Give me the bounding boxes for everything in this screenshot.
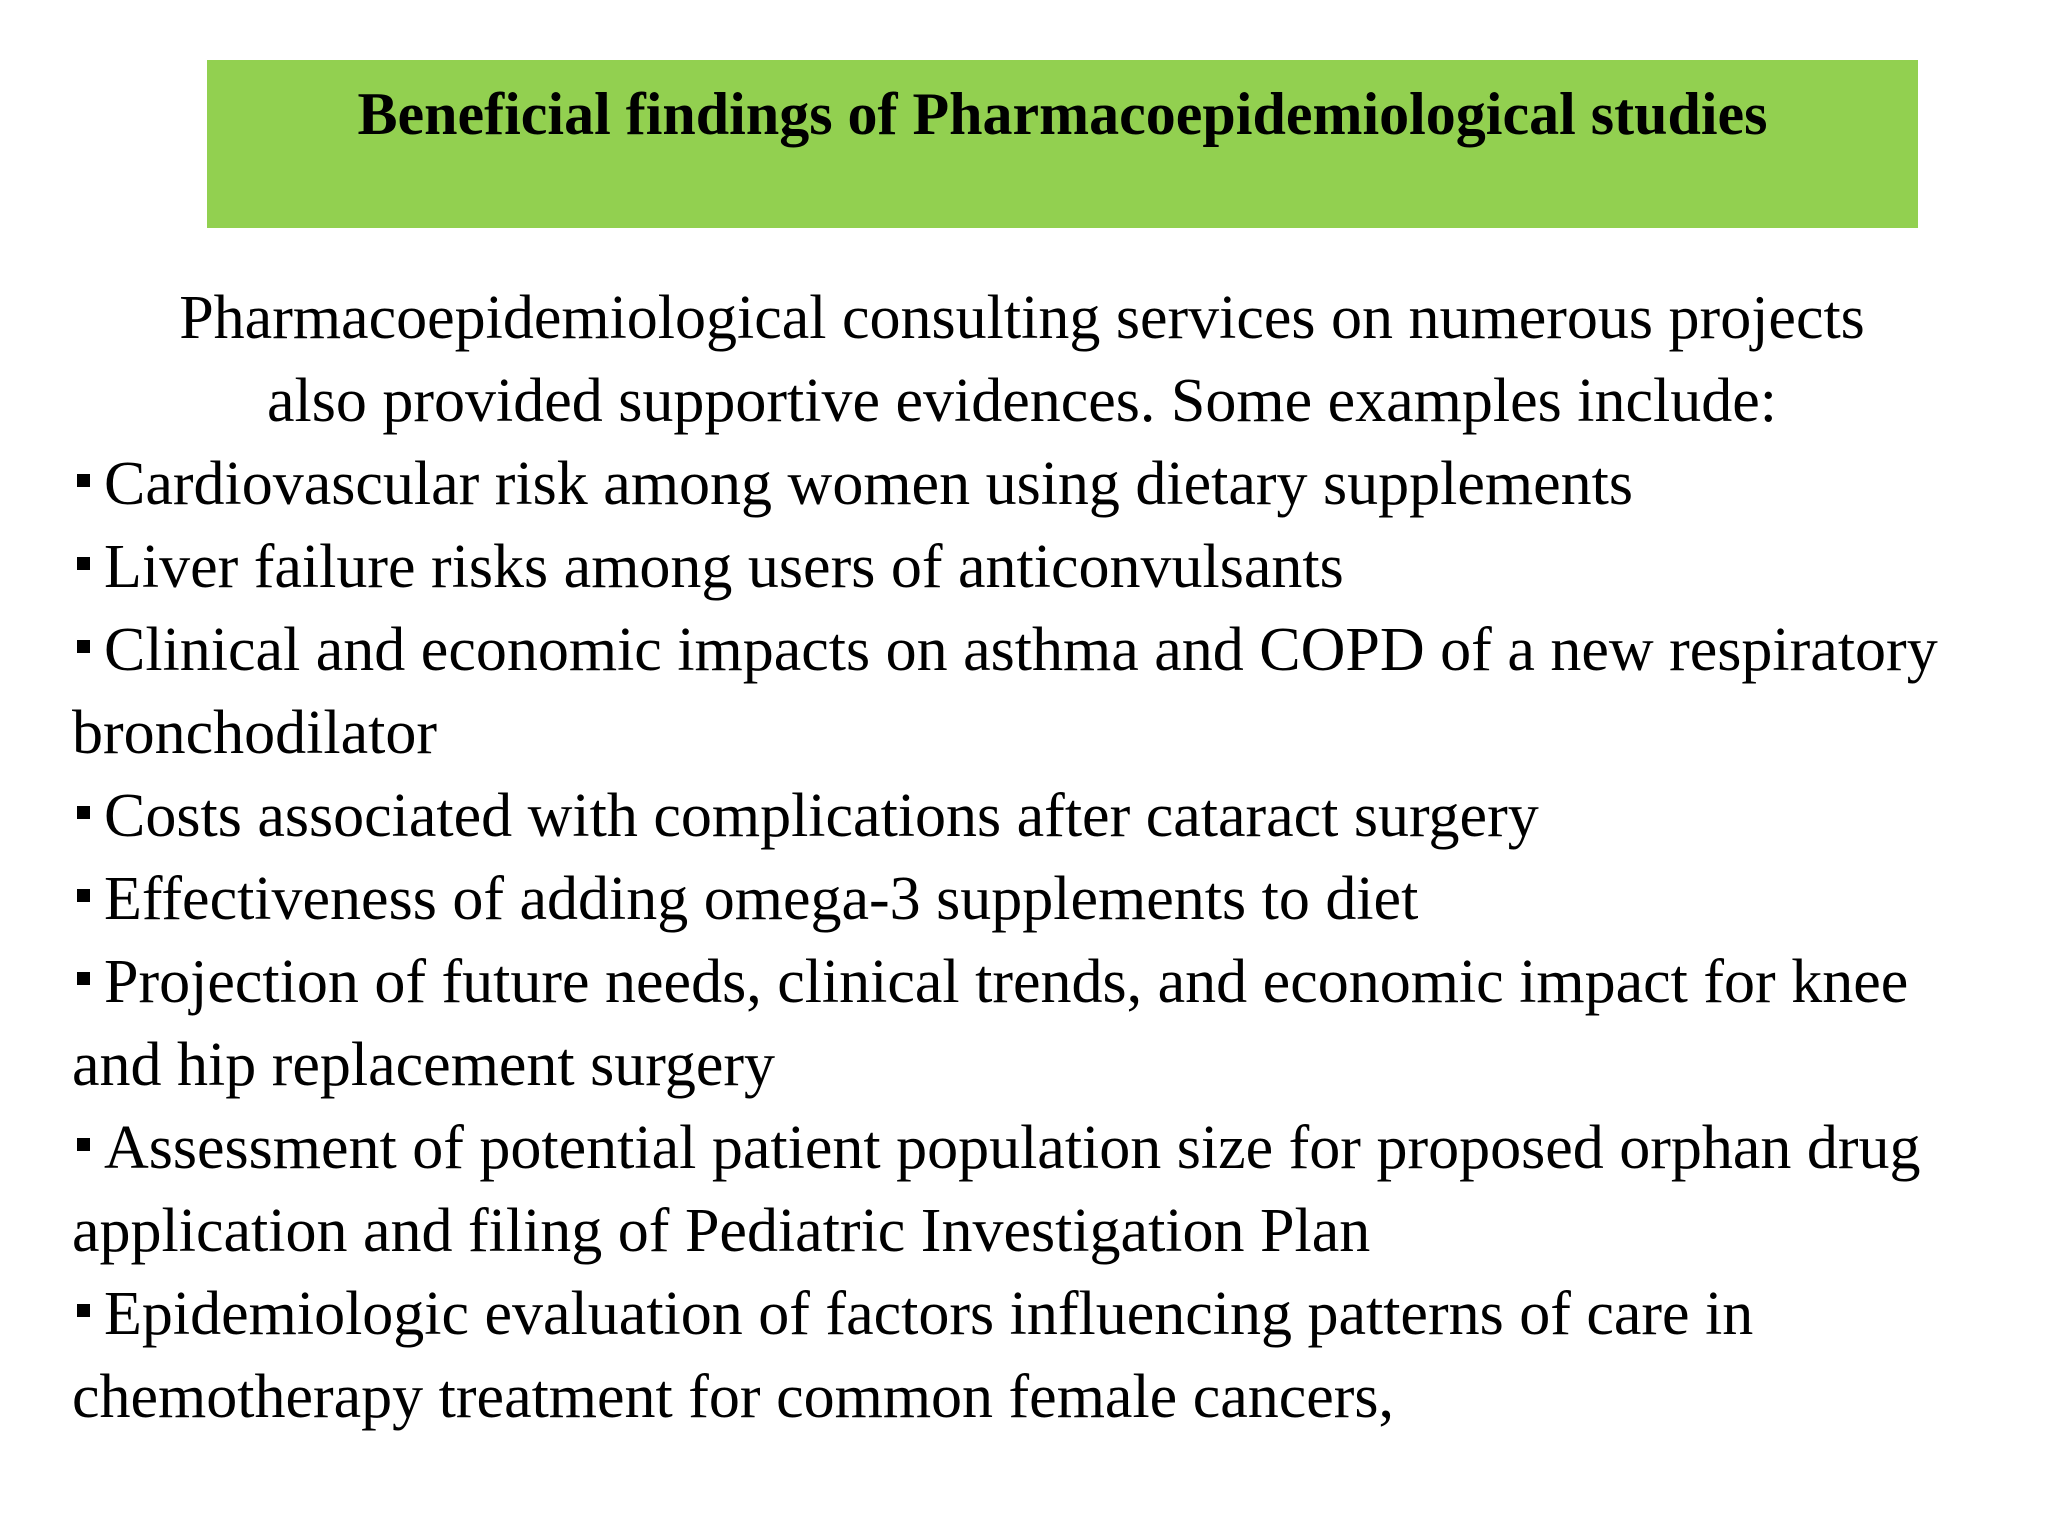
square-bullet-icon bbox=[77, 889, 90, 902]
list-item-text: Cardiovascular risk among women using dietary supplements bbox=[104, 450, 1634, 518]
intro-paragraph bbox=[72, 277, 1972, 443]
square-bullet-icon bbox=[77, 806, 90, 819]
list-item bbox=[72, 526, 1992, 609]
intro-line-1: Pharmacoepidemiological consulting services on numerous projects bbox=[179, 284, 1865, 352]
square-bullet-icon bbox=[77, 474, 90, 487]
list-item bbox=[72, 609, 1992, 775]
list-item bbox=[72, 1273, 1992, 1439]
slide-title: Beneficial findings of Pharmacoepidemiological studies bbox=[357, 81, 1768, 147]
list-item-text: Liver failure risks among users of anticonvulsants bbox=[104, 533, 1344, 601]
list-item bbox=[72, 1107, 1992, 1273]
intro-line-2: also provided supportive evidences. Some examples include: bbox=[266, 367, 1777, 435]
examples-list bbox=[72, 443, 1992, 1439]
list-item bbox=[72, 443, 1992, 526]
list-item bbox=[72, 775, 1992, 858]
square-bullet-icon bbox=[77, 1304, 90, 1317]
list-item-text: Clinical and economic impacts on asthma and COPD of a new respiratory bronchodilator bbox=[72, 616, 1938, 767]
list-item bbox=[72, 941, 1992, 1107]
square-bullet-icon bbox=[77, 640, 90, 653]
list-item-text: Epidemiologic evaluation of factors influencing patterns of care in chemotherapy treatment for common female cancers, bbox=[72, 1280, 1754, 1431]
square-bullet-icon bbox=[77, 972, 90, 985]
list-item-text: Assessment of potential patient population size for proposed orphan drug application and filing of Pediatric Investigation Plan bbox=[72, 1114, 1921, 1265]
list-item-text: Projection of future needs, clinical trends, and economic impact for knee and hip replacement surgery bbox=[72, 948, 1909, 1099]
square-bullet-icon bbox=[77, 557, 90, 570]
list-item-text: Effectiveness of adding omega-3 supplements to diet bbox=[104, 865, 1419, 933]
title-banner bbox=[207, 60, 1918, 228]
list-item bbox=[72, 858, 1992, 941]
slide-body bbox=[72, 277, 1992, 1439]
square-bullet-icon bbox=[77, 1138, 90, 1151]
list-item-text: Costs associated with complications after cataract surgery bbox=[104, 782, 1539, 850]
